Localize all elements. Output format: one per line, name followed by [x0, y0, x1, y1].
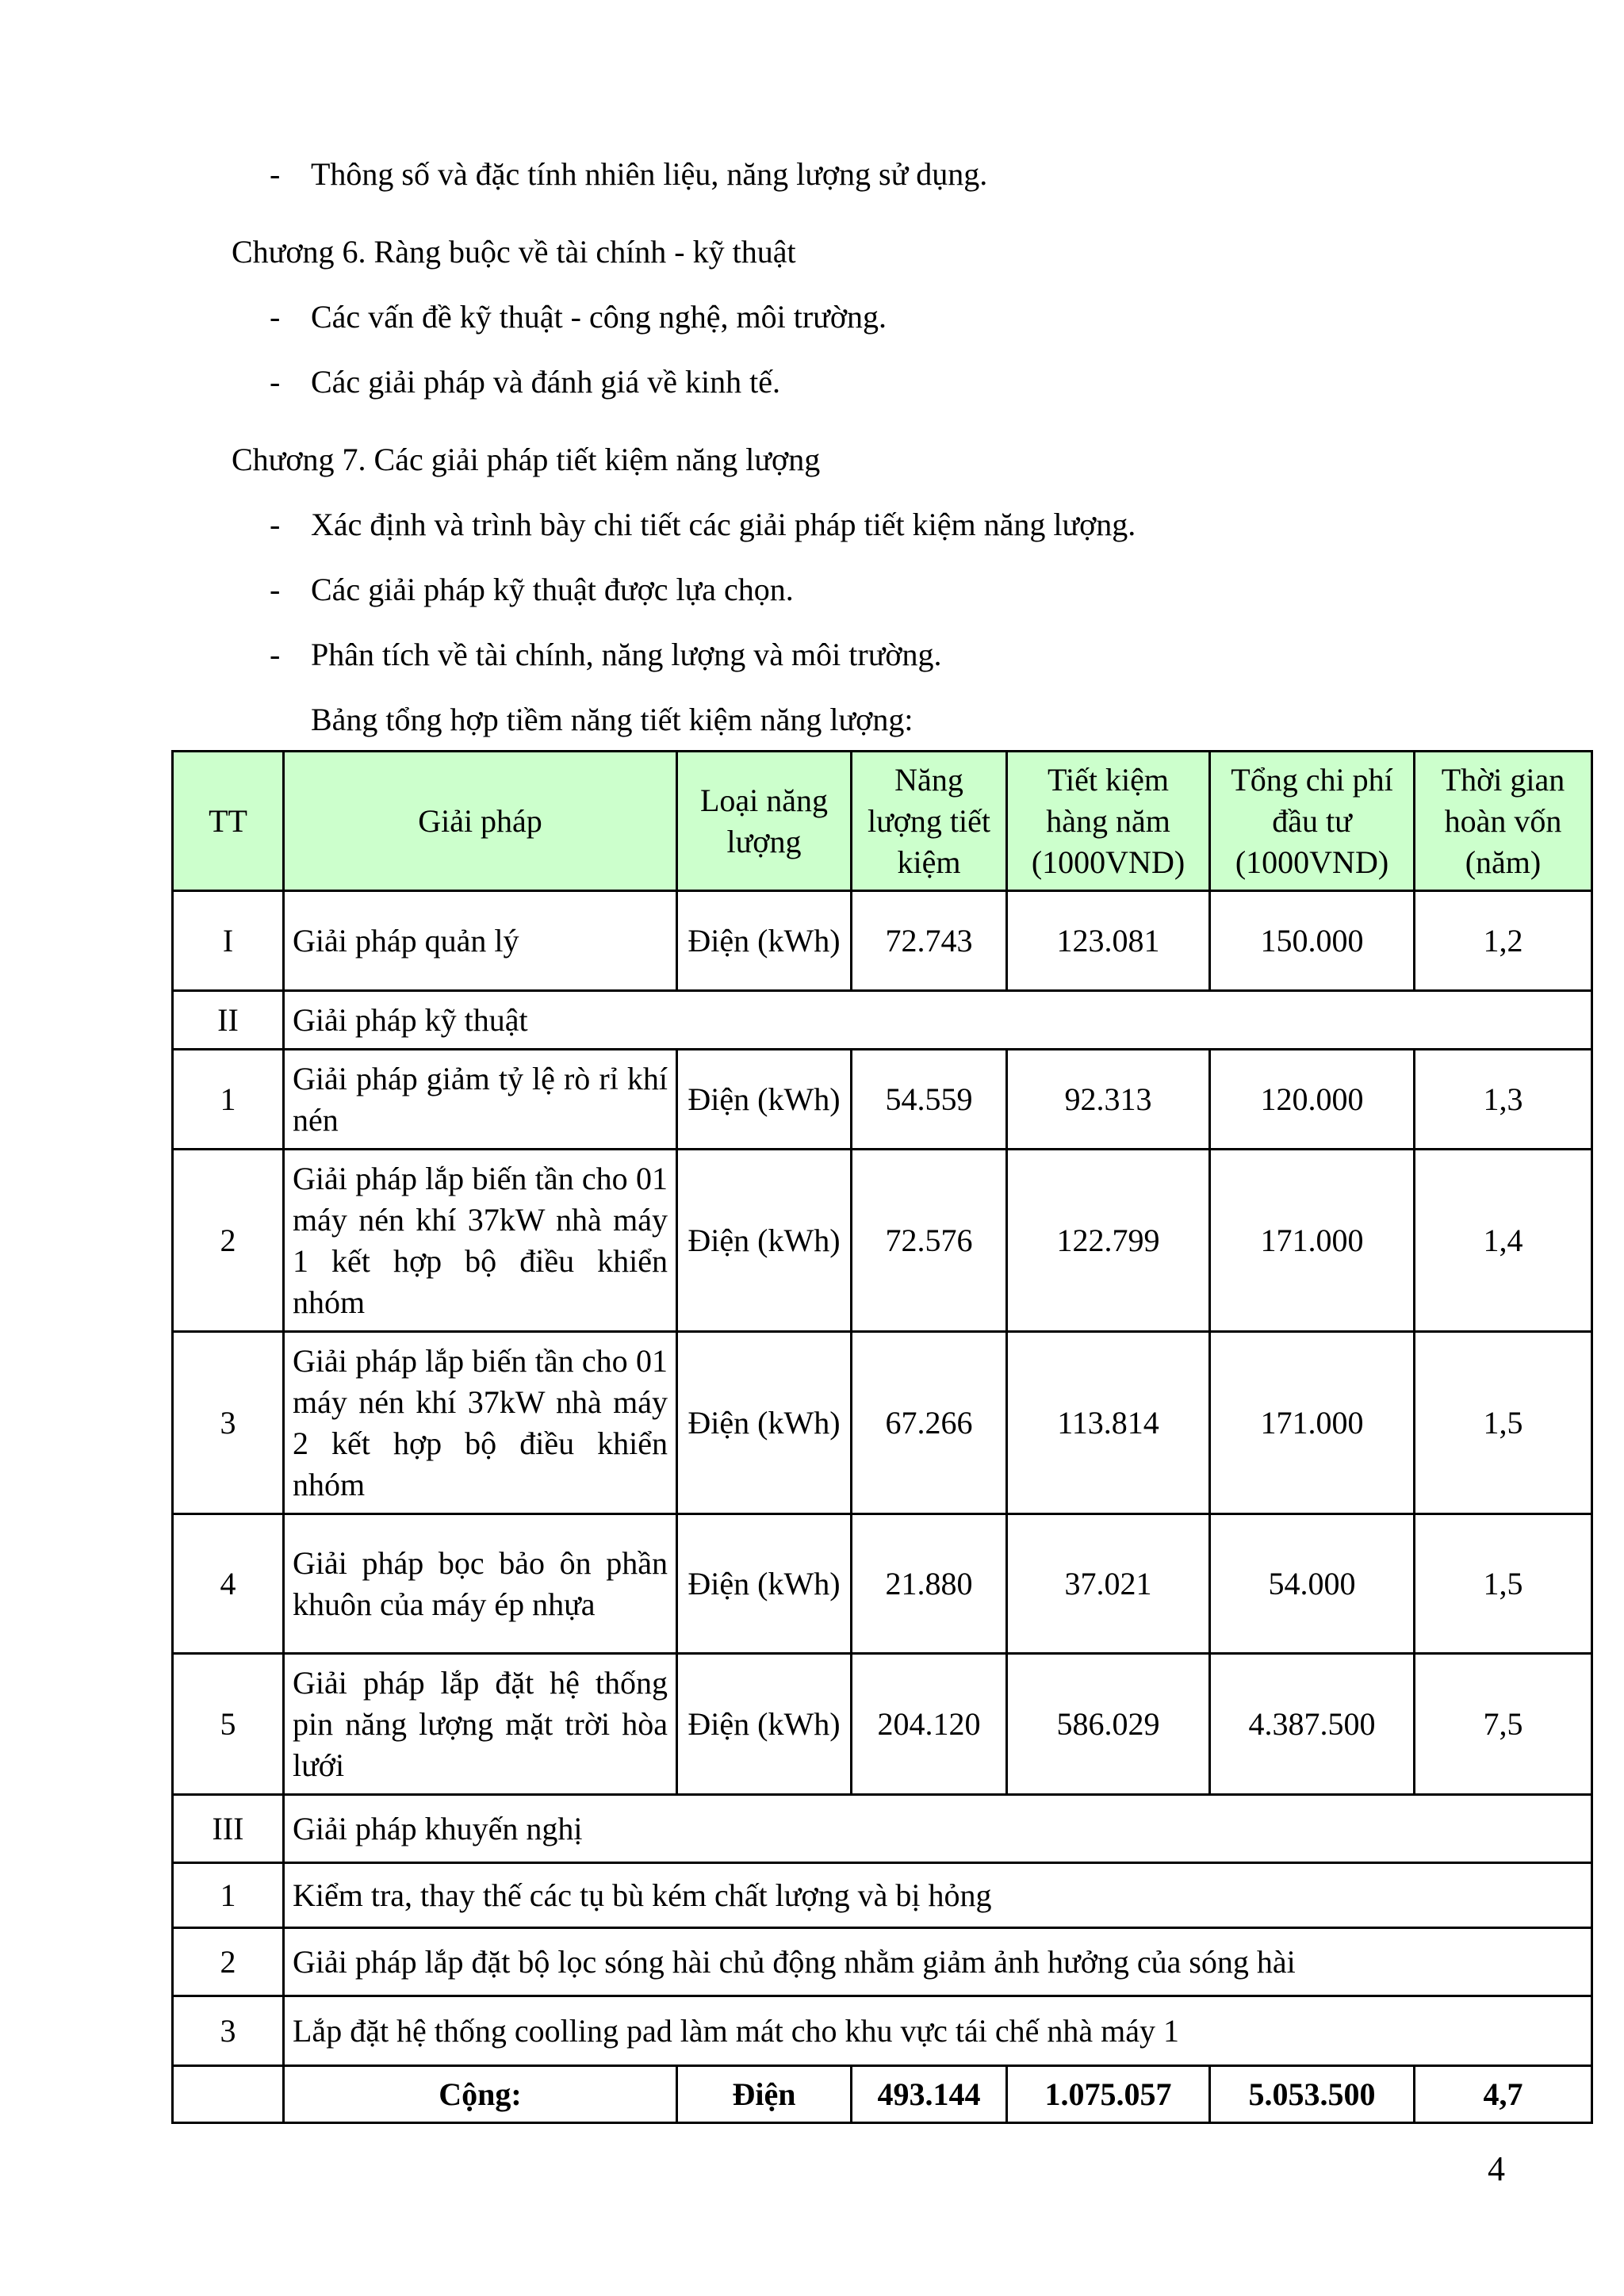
cell-payback: 1,5: [1415, 1332, 1592, 1514]
cell-investment: 150.000: [1210, 891, 1415, 991]
cell-solution: Giải pháp lắp đặt hệ thống pin năng lượng mặt trời hòa lưới: [284, 1654, 677, 1795]
header-solution: Giải pháp: [284, 752, 677, 891]
cell-annual-saving: 92.313: [1007, 1050, 1210, 1150]
table-row: [173, 1863, 1592, 1928]
cell-tt: III: [173, 1795, 284, 1863]
cell-recommendation: Giải pháp lắp đặt bộ lọc sóng hài chủ động nhằm giảm ảnh hưởng của sóng hài: [284, 1928, 1592, 1996]
energy-savings-table: [171, 750, 1593, 2124]
cell-solution: Giải pháp giảm tỷ lệ rò rỉ khí nén: [284, 1050, 677, 1150]
cell-annual-saving: 113.814: [1007, 1332, 1210, 1514]
bullet-dash: -: [270, 637, 281, 672]
cell-tt: I: [173, 891, 284, 991]
bullet-dash: -: [270, 364, 281, 400]
cell-tt: 3: [173, 1996, 284, 2066]
cell-annual-saving: 586.029: [1007, 1654, 1210, 1795]
cell-payback: 1,3: [1415, 1050, 1592, 1150]
table-row: [173, 891, 1592, 991]
bullet-dash: -: [270, 299, 281, 335]
table-row: [173, 1928, 1592, 1996]
bullet-dash: -: [270, 507, 281, 542]
cell-tt: 3: [173, 1332, 284, 1514]
total-label: Cộng:: [284, 2066, 677, 2123]
cell-investment: 171.000: [1210, 1150, 1415, 1332]
cell-annual-saving: 37.021: [1007, 1514, 1210, 1654]
bullet-dash: -: [270, 572, 281, 607]
cell-investment: 171.000: [1210, 1332, 1415, 1514]
table-header-row: [173, 752, 1592, 891]
cell-energy-saved: 21.880: [852, 1514, 1007, 1654]
table-group-row: [173, 991, 1592, 1050]
total-annual-saving: 1.075.057: [1007, 2066, 1210, 2123]
chapter6-title: Chương 6. Ràng buộc về tài chính - kỹ thuật: [232, 234, 796, 270]
cell-payback: 7,5: [1415, 1654, 1592, 1795]
cell-tt: 1: [173, 1050, 284, 1150]
cell-energy-saved: 72.743: [852, 891, 1007, 991]
total-investment: 5.053.500: [1210, 2066, 1415, 2123]
cell-recommendation: Lắp đặt hệ thống coolling pad làm mát cho khu vực tái chế nhà máy 1: [284, 1996, 1592, 2066]
total-energy-type: Điện: [677, 2066, 852, 2123]
cell-solution: Giải pháp bọc bảo ôn phần khuôn của máy ép nhựa: [284, 1514, 677, 1654]
cell-energy-type: Điện (kWh): [677, 1050, 852, 1150]
cell-payback: 1,2: [1415, 891, 1592, 991]
cell-energy-saved: 204.120: [852, 1654, 1007, 1795]
cell-tt-empty: [173, 2066, 284, 2123]
table-row: [173, 1514, 1592, 1654]
cell-investment: 4.387.500: [1210, 1654, 1415, 1795]
cell-solution: Giải pháp lắp biến tần cho 01 máy nén khí 37kW nhà máy 2 kết hợp bộ điều khiển nhóm: [284, 1332, 677, 1514]
chapter7-title: Chương 7. Các giải pháp tiết kiệm năng lượng: [232, 442, 821, 477]
header-annual-saving: Tiết kiệm hàng năm (1000VND): [1007, 752, 1210, 891]
cell-energy-saved: 72.576: [852, 1150, 1007, 1332]
cell-energy-type: Điện (kWh): [677, 1654, 852, 1795]
cell-investment: 54.000: [1210, 1514, 1415, 1654]
cell-energy-type: Điện (kWh): [677, 1150, 852, 1332]
table-caption: Bảng tổng hợp tiềm năng tiết kiệm năng lượng:: [311, 702, 914, 737]
header-energy-type: Loại năng lượng: [677, 752, 852, 891]
table-group-row: [173, 1795, 1592, 1863]
cell-energy-type: Điện (kWh): [677, 1332, 852, 1514]
cell-investment: 120.000: [1210, 1050, 1415, 1150]
total-energy-saved: 493.144: [852, 2066, 1007, 2123]
table-row: [173, 1332, 1592, 1514]
cell-group-title: Giải pháp khuyến nghị: [284, 1795, 1592, 1863]
table-row: [173, 1050, 1592, 1150]
header-tt: TT: [173, 752, 284, 891]
cell-annual-saving: 122.799: [1007, 1150, 1210, 1332]
page-number: 4: [1488, 2149, 1505, 2188]
cell-energy-saved: 54.559: [852, 1050, 1007, 1150]
table-row: [173, 1654, 1592, 1795]
total-payback: 4,7: [1415, 2066, 1592, 2123]
cell-annual-saving: 123.081: [1007, 891, 1210, 991]
table-row: [173, 1150, 1592, 1332]
header-investment: Tổng chi phí đầu tư (1000VND): [1210, 752, 1415, 891]
cell-tt: II: [173, 991, 284, 1050]
cell-group-title: Giải pháp kỹ thuật: [284, 991, 1592, 1050]
cell-tt: 5: [173, 1654, 284, 1795]
header-energy-saved: Năng lượng tiết kiệm: [852, 752, 1007, 891]
cell-tt: 4: [173, 1514, 284, 1654]
cell-payback: 1,5: [1415, 1514, 1592, 1654]
bullet-dash: -: [270, 156, 281, 192]
table-total-row: [173, 2066, 1592, 2123]
cell-energy-type: Điện (kWh): [677, 1514, 852, 1654]
cell-solution: Giải pháp lắp biến tần cho 01 máy nén khí 37kW nhà máy 1 kết hợp bộ điều khiển nhóm: [284, 1150, 677, 1332]
table-row: [173, 1996, 1592, 2066]
cell-energy-type: Điện (kWh): [677, 891, 852, 991]
cell-recommendation: Kiểm tra, thay thế các tụ bù kém chất lượng và bị hỏng: [284, 1863, 1592, 1928]
cell-solution: Giải pháp quản lý: [284, 891, 677, 991]
cell-energy-saved: 67.266: [852, 1332, 1007, 1514]
cell-tt: 1: [173, 1863, 284, 1928]
header-payback: Thời gian hoàn vốn (năm): [1415, 752, 1592, 891]
cell-payback: 1,4: [1415, 1150, 1592, 1332]
cell-tt: 2: [173, 1928, 284, 1996]
cell-tt: 2: [173, 1150, 284, 1332]
